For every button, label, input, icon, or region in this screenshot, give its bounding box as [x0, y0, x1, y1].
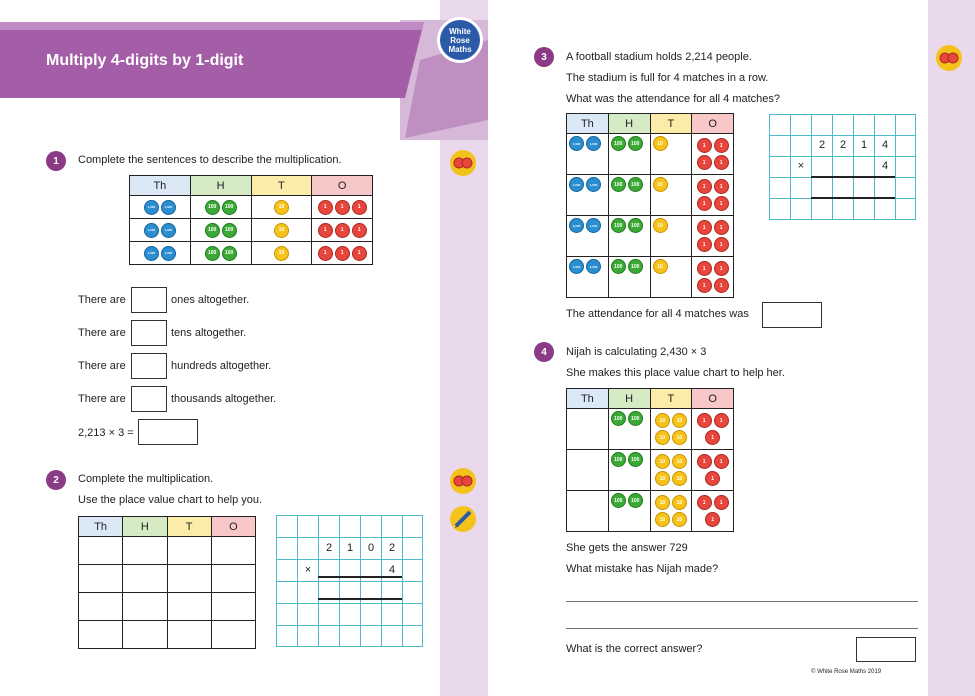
ten-counter: 10 [274, 223, 289, 238]
question-3-number: 3 [534, 47, 554, 67]
q2-hint: Use the place value chart to help you. [78, 494, 263, 506]
q3-line-1: A football stadium holds 2,214 people. [566, 51, 752, 63]
ten-counter: 10 [655, 454, 670, 469]
column-header: T [167, 517, 211, 537]
column-header: T [650, 389, 692, 409]
column-header: Th [79, 517, 123, 537]
one-counter: 1 [714, 179, 729, 194]
hundred-counter: 100 [205, 223, 220, 238]
one-counter: 1 [697, 261, 712, 276]
question-4-number: 4 [534, 342, 554, 362]
sentence-2-suffix: tens altogether. [171, 327, 247, 339]
copyright: © White Rose Maths 2019 [811, 669, 882, 675]
sentence-3-prefix: There are [78, 360, 126, 372]
digit: 1 [860, 139, 868, 151]
column-header: Th [130, 176, 191, 196]
thousand-counter: 1,000 [161, 246, 176, 261]
one-counter: 1 [714, 261, 729, 276]
thousand-counter: 1,000 [161, 223, 176, 238]
ten-counter: 10 [274, 246, 289, 261]
hundred-counter: 100 [205, 246, 220, 261]
ten-counter: 10 [672, 471, 687, 486]
one-counter: 1 [318, 246, 333, 261]
digit: 2 [839, 139, 847, 151]
question-2-number: 2 [46, 470, 66, 490]
one-counter: 1 [714, 454, 729, 469]
sentence-1-prefix: There are [78, 294, 126, 306]
correct-answer-box[interactable] [856, 637, 916, 662]
white-rose-logo: White Rose Maths [437, 17, 483, 63]
digit: 0 [367, 542, 375, 554]
ten-counter: 10 [655, 495, 670, 510]
thousand-counter: 1,000 [144, 246, 159, 261]
multiplier-digit: 4 [881, 160, 889, 172]
pv-cell[interactable] [211, 537, 255, 565]
pv-cell[interactable] [123, 593, 167, 621]
q4-line-2: She makes this place value chart to help her. [566, 367, 785, 379]
reasoning-icon [936, 45, 962, 71]
thousand-counter: 1,000 [569, 259, 584, 274]
hundred-counter: 100 [611, 136, 626, 151]
one-counter: 1 [705, 512, 720, 527]
pv-cell[interactable] [167, 565, 211, 593]
one-counter: 1 [697, 155, 712, 170]
digit: 2 [325, 542, 333, 554]
question-1-number: 1 [46, 151, 66, 171]
thousand-counter: 1,000 [586, 136, 601, 151]
multiplier-digit: 4 [388, 564, 396, 576]
pv-cell[interactable] [123, 565, 167, 593]
times-sign: × [797, 160, 805, 172]
q3-calculation-grid[interactable] [769, 114, 916, 220]
attendance-answer-box[interactable] [762, 302, 822, 328]
ten-counter: 10 [653, 136, 668, 151]
ten-counter: 10 [672, 454, 687, 469]
sentence-4-suffix: thousands altogether. [171, 393, 277, 405]
tens-answer-box[interactable] [131, 320, 167, 346]
answer-line[interactable] [566, 601, 918, 602]
one-counter: 1 [335, 246, 350, 261]
one-counter: 1 [697, 196, 712, 211]
pv-cell[interactable] [79, 593, 123, 621]
column-header: H [190, 176, 251, 196]
hundred-counter: 100 [611, 177, 626, 192]
pv-cell[interactable] [79, 565, 123, 593]
q2-instruction: Complete the multiplication. [78, 473, 214, 485]
q1-instruction: Complete the sentences to describe the multiplication. [78, 154, 342, 166]
ten-counter: 10 [672, 512, 687, 527]
ten-counter: 10 [672, 413, 687, 428]
one-counter: 1 [697, 220, 712, 235]
one-counter: 1 [352, 246, 367, 261]
thousand-counter: 1,000 [569, 136, 584, 151]
one-counter: 1 [714, 155, 729, 170]
q4-place-value-chart [566, 388, 734, 532]
ten-counter: 10 [653, 259, 668, 274]
q3-line-3: What was the attendance for all 4 matches? [566, 93, 781, 105]
hundred-counter: 100 [628, 411, 643, 426]
pv-cell[interactable] [211, 621, 255, 649]
times-sign: × [304, 564, 312, 576]
one-counter: 1 [714, 138, 729, 153]
one-counter: 1 [318, 200, 333, 215]
q4-line-1: Nijah is calculating 2,430 × 3 [566, 346, 707, 358]
ten-counter: 10 [655, 430, 670, 445]
ten-counter: 10 [655, 512, 670, 527]
one-counter: 1 [705, 430, 720, 445]
pv-cell[interactable] [167, 537, 211, 565]
one-counter: 1 [705, 471, 720, 486]
hundred-counter: 100 [222, 246, 237, 261]
ten-counter: 10 [672, 495, 687, 510]
reasoning-icon [450, 468, 476, 494]
hundred-counter: 100 [222, 200, 237, 215]
thousand-counter: 1,000 [569, 177, 584, 192]
column-header: Th [567, 114, 609, 134]
digit: 2 [818, 139, 826, 151]
hundred-counter: 100 [611, 218, 626, 233]
one-counter: 1 [697, 237, 712, 252]
column-header: Th [567, 389, 609, 409]
hundred-counter: 100 [628, 452, 643, 467]
q2-place-value-chart [78, 516, 256, 649]
equation-answer-box[interactable] [138, 419, 198, 445]
pv-cell[interactable] [79, 621, 123, 649]
q3-answer-label: The attendance for all 4 matches was [566, 308, 749, 320]
one-counter: 1 [697, 454, 712, 469]
reasoning-icon [450, 150, 476, 176]
digit: 4 [881, 139, 889, 151]
one-counter: 1 [697, 138, 712, 153]
column-header: H [608, 389, 650, 409]
page-title: Multiply 4-digits by 1-digit [46, 52, 244, 69]
hundred-counter: 100 [611, 452, 626, 467]
sentence-3-suffix: hundreds altogether. [171, 360, 272, 372]
hundred-counter: 100 [611, 493, 626, 508]
one-counter: 1 [697, 413, 712, 428]
hundred-counter: 100 [628, 177, 643, 192]
pencil-icon [450, 506, 476, 532]
digit: 2 [388, 542, 396, 554]
hundred-counter: 100 [611, 259, 626, 274]
one-counter: 1 [352, 223, 367, 238]
ten-counter: 10 [653, 218, 668, 233]
hundred-counter: 100 [628, 493, 643, 508]
q4-mistake-question: What mistake has Nijah made? [566, 563, 719, 575]
thousand-counter: 1,000 [569, 218, 584, 233]
ten-counter: 10 [655, 413, 670, 428]
column-header: O [312, 176, 373, 196]
q3-line-2: The stadium is full for 4 matches in a row. [566, 72, 769, 84]
one-counter: 1 [335, 200, 350, 215]
one-counter: 1 [697, 495, 712, 510]
thousands-answer-box[interactable] [131, 386, 167, 412]
column-header: H [608, 114, 650, 134]
ten-counter: 10 [672, 430, 687, 445]
q1-place-value-chart [129, 175, 373, 265]
column-header: O [692, 114, 734, 134]
hundred-counter: 100 [628, 259, 643, 274]
one-counter: 1 [318, 223, 333, 238]
ones-answer-box[interactable] [131, 287, 167, 313]
hundred-counter: 100 [222, 223, 237, 238]
hundred-counter: 100 [205, 200, 220, 215]
ten-counter: 10 [653, 177, 668, 192]
sentence-2-prefix: There are [78, 327, 126, 339]
one-counter: 1 [697, 179, 712, 194]
thousand-counter: 1,000 [144, 200, 159, 215]
pv-cell[interactable] [167, 621, 211, 649]
thousand-counter: 1,000 [586, 177, 601, 192]
hundreds-answer-box[interactable] [131, 353, 167, 379]
column-header: T [251, 176, 312, 196]
pv-cell[interactable] [211, 593, 255, 621]
thousand-counter: 1,000 [144, 223, 159, 238]
digit: 1 [346, 542, 354, 554]
one-counter: 1 [714, 413, 729, 428]
pv-cell[interactable] [123, 621, 167, 649]
hundred-counter: 100 [628, 136, 643, 151]
pv-cell[interactable] [123, 537, 167, 565]
one-counter: 1 [714, 220, 729, 235]
pv-cell[interactable] [211, 565, 255, 593]
thousand-counter: 1,000 [161, 200, 176, 215]
column-header: H [123, 517, 167, 537]
answer-line[interactable] [566, 628, 918, 629]
thousand-counter: 1,000 [586, 218, 601, 233]
pv-cell[interactable] [167, 593, 211, 621]
right-page [488, 0, 975, 696]
sentence-4-prefix: There are [78, 393, 126, 405]
hundred-counter: 100 [611, 411, 626, 426]
one-counter: 1 [714, 278, 729, 293]
ten-counter: 10 [274, 200, 289, 215]
one-counter: 1 [714, 495, 729, 510]
q2-calculation-grid[interactable] [276, 515, 423, 647]
q4-answer-text: She gets the answer 729 [566, 542, 688, 554]
pv-cell[interactable] [79, 537, 123, 565]
one-counter: 1 [714, 196, 729, 211]
column-header: O [211, 517, 255, 537]
one-counter: 1 [697, 278, 712, 293]
sentence-1-suffix: ones altogether. [171, 294, 250, 306]
one-counter: 1 [352, 200, 367, 215]
ten-counter: 10 [655, 471, 670, 486]
column-header: O [692, 389, 734, 409]
q1-equation: 2,213 × 3 = [78, 427, 134, 439]
one-counter: 1 [335, 223, 350, 238]
header-banner [0, 0, 488, 140]
one-counter: 1 [714, 237, 729, 252]
right-gutter [928, 0, 975, 696]
thousand-counter: 1,000 [586, 259, 601, 274]
q4-correct-question: What is the correct answer? [566, 643, 703, 655]
q3-place-value-chart [566, 113, 734, 298]
column-header: T [650, 114, 692, 134]
hundred-counter: 100 [628, 218, 643, 233]
